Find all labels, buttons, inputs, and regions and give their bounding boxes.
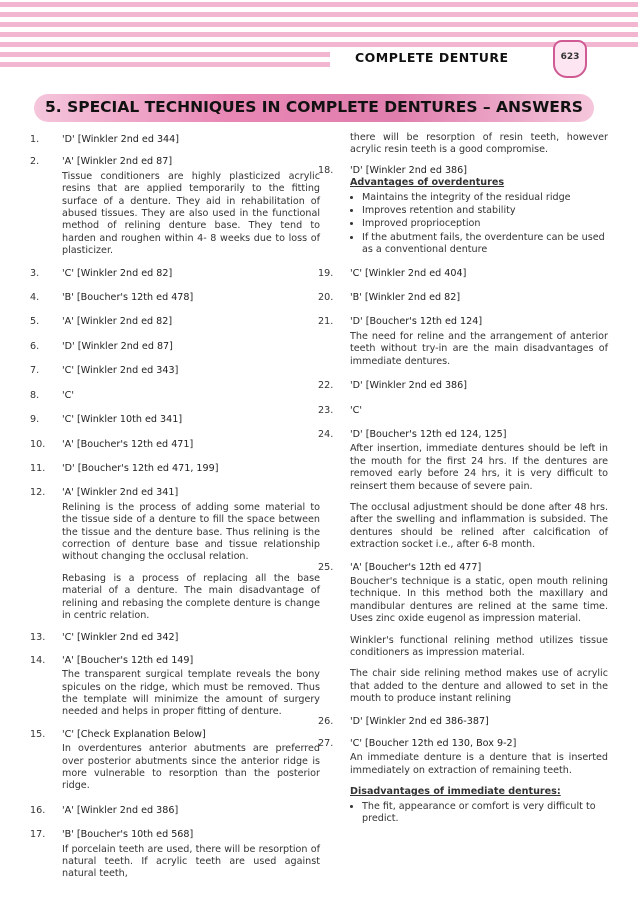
answer-item: 17. 'B' [Boucher's 10th ed 568] If porcelain teeth are used, there will be resorption of natural teeth. If acrylic teeth are used against natural teeth, bbox=[30, 829, 320, 880]
answer-item: 19. 'C' [Winkler 2nd ed 404] bbox=[318, 267, 467, 279]
section-heading: Disadvantages of immediate dentures: bbox=[350, 786, 561, 798]
answer-item: 14. 'A' [Boucher's 12th ed 149] The transparent surgical template reveals the bony spicules on the ridge, which must be removed. Thus the template will minimize the amount of surgery needed and helps in proper fitting of denture. bbox=[30, 654, 320, 718]
answer-item: 18. 'D' [Winkler 2nd ed 386] Advantages of overdentures • Maintains the integrity of the residual ridge • Improves retention and stability • Improved proprioception • If the abutment fails, the overdenture can be used as a conventional denture bbox=[318, 165, 608, 258]
answer-item: 1. 'D' [Winkler 2nd ed 344] bbox=[30, 134, 180, 145]
answer-item: 3. 'C' [Winkler 2nd ed 82] bbox=[30, 267, 173, 279]
right-column bbox=[318, 130, 608, 826]
answer-item: 13. 'C' [Winkler 2nd ed 342] bbox=[30, 632, 179, 644]
answer-item: 26. 'D' [Winkler 2nd ed 386-387] bbox=[318, 715, 489, 727]
answer-item: 6. 'D' [Winkler 2nd ed 87] bbox=[30, 340, 173, 352]
answer-item: 23. 'C' bbox=[318, 404, 362, 416]
answer-item: 5. 'A' [Winkler 2nd ed 82] bbox=[30, 316, 173, 328]
answer-item: 22. 'D' [Winkler 2nd ed 386] bbox=[318, 380, 468, 392]
answer-item: 16. 'A' [Winkler 2nd ed 386] bbox=[30, 804, 179, 816]
section-banner bbox=[34, 94, 594, 122]
header-stripes bbox=[0, 0, 638, 72]
answer-item: 9. 'C' [Winkler 10th ed 341] bbox=[30, 414, 183, 426]
section-heading: Advantages of overdentures bbox=[350, 177, 505, 189]
answer-item: 21. 'D' [Boucher's 12th ed 124] The need for reline and the arrangement of anterior teeth without try-in are the main disadvantages of immediate dentures. bbox=[318, 316, 608, 367]
answer-item: 8. 'C' bbox=[30, 389, 74, 401]
answer-item: 7. 'C' [Winkler 2nd ed 343] bbox=[30, 365, 179, 377]
answer-item: 27. 'C' [Boucher 12th ed 130, Box 9-2] An immediate denture is a denture that is inserted immediately on extraction of remaining teeth. Disadvantages of immediate dentures: • The fit, appearance or comfort is very difficult to predict. bbox=[318, 738, 608, 826]
answer-item: 12. 'A' [Winkler 2nd ed 341] Relining is the process of adding some material to the tissue side of a denture to fill the space between the tissue and the denture base. Thus relining is the correction of denture base and tissue relationship without changing the occlusal relation. Rebasing is a process of replacing all the base material of a denture. The main disadvantage of relining and rebasing the complete denture is change in centric relation. bbox=[30, 487, 320, 621]
tooth-icon bbox=[553, 40, 587, 78]
left-column bbox=[30, 130, 320, 881]
bullet-list: • Maintains the integrity of the residual ridge • Improves retention and stability • Improved proprioception • If the abutment fails, the overdenture can be used as a conventional denture bbox=[350, 192, 608, 257]
answer-item: 15. 'C' [Check Explanation Below] In overdentures anterior abutments are preferred over posterior abutments since the anterior ridge is more vulnerable to resorption than the posterior ridge. bbox=[30, 728, 320, 792]
bullet-list: • The fit, appearance or comfort is very difficult to predict. bbox=[350, 801, 608, 826]
continued-text: there will be resorption of resin teeth, however acrylic resin teeth is a good compromise. bbox=[350, 132, 608, 156]
answer-item: 10. 'A' [Boucher's 12th ed 471] bbox=[30, 438, 194, 450]
section-title: 5. SPECIAL TECHNIQUES IN COMPLETE DENTURES – ANSWERS bbox=[45, 98, 583, 116]
page-number: 623 bbox=[560, 52, 580, 62]
answer-item: 25. 'A' [Boucher's 12th ed 477] Boucher's technique is a static, open mouth relining technique. In this method both the maxillary and mandibular dentures are relined at the same time. Uses zinc oxide eugenol as impression material. Winkler's functional relining method utilizes tissue conditioners as impression material. The chair side relining method makes use of acrylic that added to the denture and allowed to set in the mouth to produce instant relining bbox=[318, 561, 608, 705]
header-title: COMPLETE DENTURE bbox=[355, 50, 509, 65]
answer-item: 20. 'B' [Winkler 2nd ed 82] bbox=[318, 292, 461, 304]
answer-item: 24. 'D' [Boucher's 12th ed 124, 125] After insertion, immediate dentures should be left in the mouth for the first 24 hrs. If the dentures are removed early before 24 hrs, it is very difficult to reinsert them because of severe pain. The occlusal adjustment should be done after 48 hrs. after the swelling and inflammation is subsided. The dentures should be relined after calcification of extraction socket i.e., after 6-8 month. bbox=[318, 428, 608, 551]
answer-item: 2. 'A' [Winkler 2nd ed 87] Tissue conditioners are highly plasticized acrylic resins that are applied temporarily to the fitting surface of a denture. They aid in rehabilitation of abused tissues. They are also used in the functional method of relining denture base. They tend to harden and roughen within 4- 8 weeks due to loss of plasticizer. bbox=[30, 156, 320, 257]
answer-item: 11. 'D' [Boucher's 12th ed 471, 199] bbox=[30, 462, 219, 474]
answer-item: 4. 'B' [Boucher's 12th ed 478] bbox=[30, 292, 194, 304]
